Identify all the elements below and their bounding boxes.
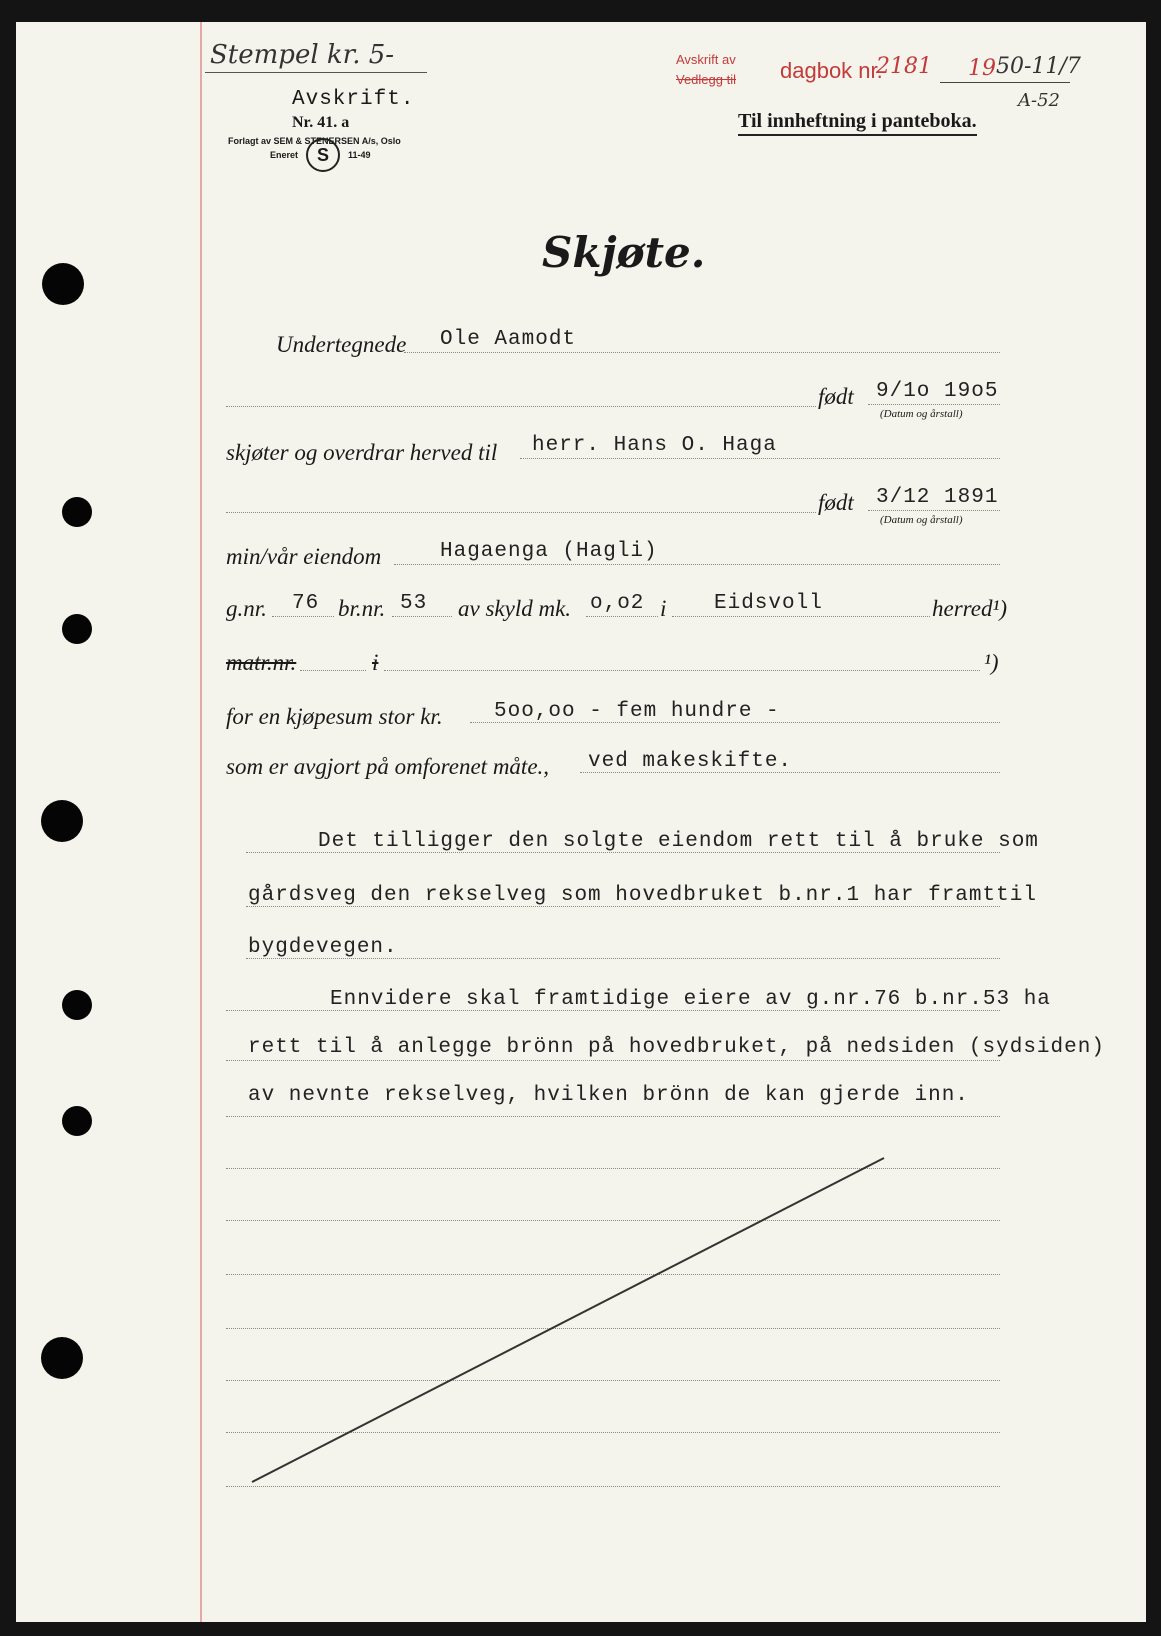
kjopesum-label: for en kjøpesum stor kr. — [226, 704, 443, 729]
instruction-text: Til innheftning i panteboka. — [738, 110, 977, 136]
publisher-logo: S — [306, 138, 340, 172]
document-title: Skjøte. — [542, 228, 706, 277]
avgjort-label: som er avgjort på omforenet måte., — [226, 754, 550, 779]
gnr-label: g.nr. — [226, 596, 267, 621]
brnr-value: 53 — [400, 592, 428, 615]
fodt-value: 9/1o 19o5 — [876, 380, 999, 403]
fodt-label: født — [818, 490, 854, 515]
year-prefix: 19 — [968, 56, 996, 81]
publisher-eneret: Eneret — [270, 150, 299, 160]
matr-note: ¹) — [984, 650, 999, 675]
gnr-value: 76 — [292, 592, 320, 615]
copy-label: Avskrift. — [292, 88, 415, 111]
kjopesum-value: 5oo,oo - fem hundre - — [494, 700, 780, 723]
publisher-line: Forlagt av SEM & STENERSEN A/s, Oslo — [228, 136, 401, 146]
datum-note: (Datum og årstall) — [880, 514, 963, 526]
publisher-date: 11-49 — [348, 150, 371, 160]
eiendom-label: min/vår eiendom — [226, 544, 382, 569]
undertegnede-value: Ole Aamodt — [440, 328, 577, 351]
dagbok-number: 2181 — [876, 54, 932, 79]
handwritten-date: 50-11/7 — [996, 54, 1081, 79]
body-line: bygdevegen. — [248, 936, 398, 959]
matr-i-label: i — [372, 650, 379, 675]
skjoter-label: skjøter og overdrar herved til — [226, 440, 498, 465]
matrnr-label: matr.nr. — [226, 650, 297, 675]
form-number: Nr. 41. a — [292, 114, 350, 131]
handwritten-stamp-note: Stempel kr. 5- — [210, 40, 395, 70]
skyld-value: o,o2 — [590, 592, 645, 615]
undertegnede-label: Undertegnede — [276, 332, 407, 357]
body-line: Det tilligger den solgte eiendom rett til å bruke som — [318, 830, 1039, 853]
herred-label: herred¹) — [932, 596, 1008, 621]
avgjort-value: ved makeskifte. — [588, 750, 793, 773]
skyld-label: av skyld mk. — [458, 596, 572, 621]
handwritten-volume: A-52 — [1018, 90, 1060, 111]
herred-value: Eidsvoll — [714, 592, 823, 615]
i-label: i — [660, 596, 667, 621]
body-line: Ennvidere skal framtidige eiere av g.nr.76 b.nr.53 ha — [330, 988, 1051, 1011]
stamp-line-vedlegg: Vedlegg til — [676, 72, 736, 87]
body-line: rett til å anlegge brönn på hovedbruket, på nedsiden (sydsiden) — [248, 1036, 1105, 1059]
body-line: gårdsveg den rekselveg som hovedbruket b.nr.1 har framttil — [248, 884, 1037, 907]
eiendom-value: Hagaenga (Hagli) — [440, 540, 658, 563]
fodt-label: født — [818, 384, 854, 409]
skjoter-value: herr. Hans O. Haga — [532, 434, 777, 457]
body-line: av nevnte rekselveg, hvilken brönn de kan gjerde inn. — [248, 1084, 969, 1107]
datum-note: (Datum og årstall) — [880, 408, 963, 420]
brnr-label: br.nr. — [338, 596, 386, 621]
fodt-value: 3/12 1891 — [876, 486, 999, 509]
stamp-dagbok-label: dagbok nr. — [780, 58, 883, 83]
stamp-line-avskrift: Avskrift av — [676, 52, 736, 67]
